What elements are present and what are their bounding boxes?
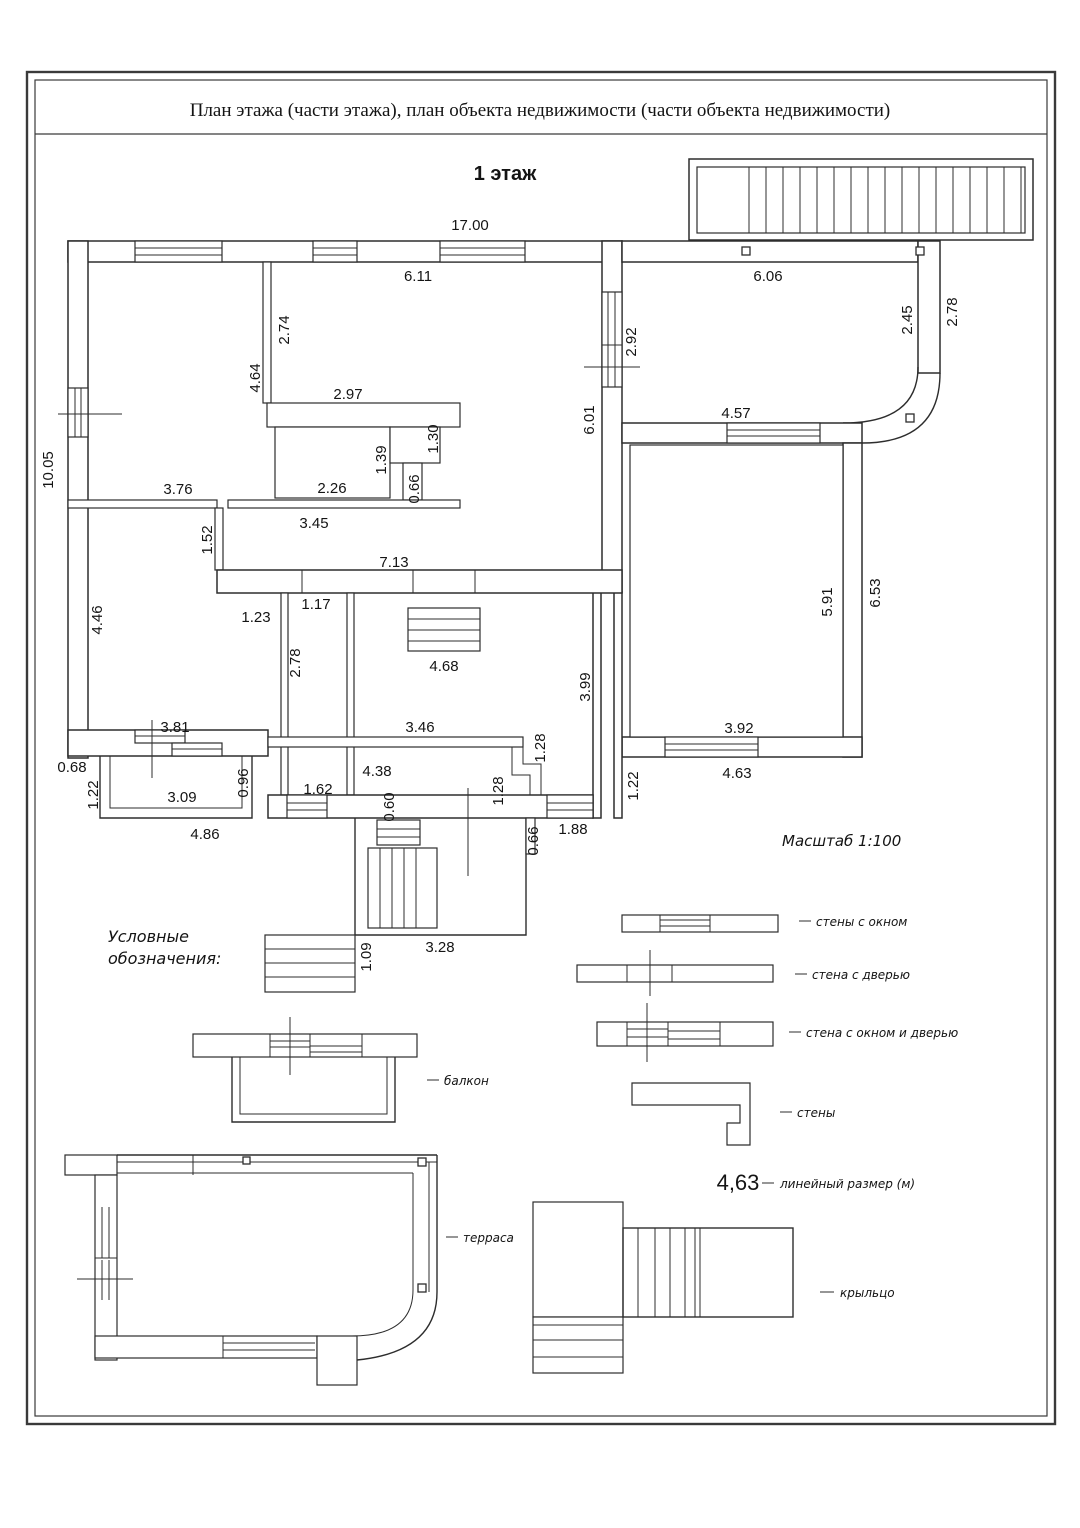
dim-4-64: 4.64 (247, 363, 264, 393)
legend-porch-label: крыльцо (840, 1286, 895, 1300)
legend-linear-dimension-value: 4,63 (716, 1170, 760, 1195)
dim-1-28-a: 1.28 (532, 733, 549, 763)
dim-3-99: 3.99 (577, 672, 594, 702)
dim-4-68: 4.68 (429, 658, 459, 675)
legend-wall-window-door-symbol (597, 1003, 773, 1062)
porch-attached (265, 818, 535, 992)
dim-10-05: 10.05 (40, 451, 57, 489)
dim-6-11: 6.11 (403, 268, 433, 285)
dim-0-60: 0.60 (381, 792, 398, 822)
legend-linear-dimension-label: линейный размер (м) (780, 1177, 916, 1191)
dim-1-52: 1.52 (199, 525, 216, 555)
dim-7-13: 7.13 (379, 554, 409, 571)
dim-2-45: 2.45 (899, 305, 916, 335)
stairs-upper (689, 159, 1033, 240)
dimension-labels (40, 217, 961, 972)
dim-2-74: 2.74 (276, 315, 293, 345)
dim-1-39: 1.39 (373, 445, 390, 475)
legend-terrace-symbol (65, 1155, 437, 1385)
legend-wall-window-symbol (622, 915, 778, 932)
dim-2-78-top: 2.78 (944, 297, 961, 327)
dim-4-38: 4.38 (362, 763, 392, 780)
dim-2-92: 2.92 (623, 327, 640, 357)
dim-3-46: 3.46 (405, 719, 435, 736)
floor-label: 1 этаж (473, 163, 537, 185)
legend-wall-door-symbol (577, 950, 773, 996)
dim-0-96: 0.96 (235, 768, 252, 798)
dim-1-23: 1.23 (241, 609, 271, 626)
dim-2-26: 2.26 (317, 480, 347, 497)
dim-6-01: 6.01 (581, 405, 598, 435)
dim-4-63-win: 4.63 (722, 765, 752, 782)
dim-1-17: 1.17 (301, 596, 331, 613)
dim-4-46: 4.46 (89, 605, 106, 635)
dim-0-68: 0.68 (57, 759, 87, 776)
legend-heading-line1: Условные (108, 927, 189, 946)
dim-3-28: 3.28 (425, 939, 455, 956)
legend-wall-window-door-label: стена с окном и дверью (806, 1026, 959, 1040)
legend-balcony-label: балкон (444, 1074, 489, 1088)
dim-1-28-b: 1.28 (490, 776, 507, 806)
dim-1-22-left: 1.22 (85, 780, 102, 810)
legend-walls-symbol (632, 1083, 750, 1145)
dim-2-78-mid: 2.78 (287, 648, 304, 678)
legend-walls-label: стены (797, 1106, 836, 1120)
scale-note: Масштаб 1:100 (782, 832, 902, 850)
dim-1-30: 1.30 (425, 424, 442, 454)
dim-4-57: 4.57 (721, 405, 751, 422)
dim-1-22-right: 1.22 (625, 771, 642, 801)
wing-walls (593, 241, 940, 818)
legend-balcony-symbol (193, 1017, 417, 1122)
legend-wall-door-label: стена с дверью (812, 968, 910, 982)
dim-1-62: 1.62 (303, 781, 333, 798)
balcony-attached (100, 756, 252, 818)
stairs-interior (408, 608, 480, 651)
dim-1-88: 1.88 (558, 821, 588, 838)
page-title: План этажа (части этажа), план объекта недвижимости (части объекта недвижимости) (189, 100, 891, 121)
floor-plan (40, 159, 1033, 992)
dim-0-66-bot: 0.66 (525, 826, 542, 856)
dim-1-09: 1.09 (358, 942, 375, 972)
dim-3-81: 3.81 (160, 719, 190, 736)
dim-3-92: 3.92 (724, 720, 754, 737)
dim-2-97: 2.97 (333, 386, 363, 403)
dim-6-53: 6.53 (867, 578, 884, 608)
legend-porch-symbol (533, 1202, 793, 1373)
dim-3-76: 3.76 (163, 481, 193, 498)
dim-4-86: 4.86 (190, 826, 220, 843)
legend-terrace-label: терраса (463, 1231, 514, 1245)
dim-0-66-top: 0.66 (406, 474, 423, 504)
dim-6-06: 6.06 (753, 268, 783, 285)
dim-3-09: 3.09 (167, 789, 197, 806)
legend-wall-window-label: стены с окном (816, 915, 908, 929)
dim-5-91: 5.91 (819, 587, 836, 617)
legend (65, 915, 958, 1385)
dim-3-45: 3.45 (299, 515, 329, 532)
legend-heading-line2: обозначения: (108, 949, 222, 968)
dim-17-00: 17.00 (451, 217, 489, 234)
